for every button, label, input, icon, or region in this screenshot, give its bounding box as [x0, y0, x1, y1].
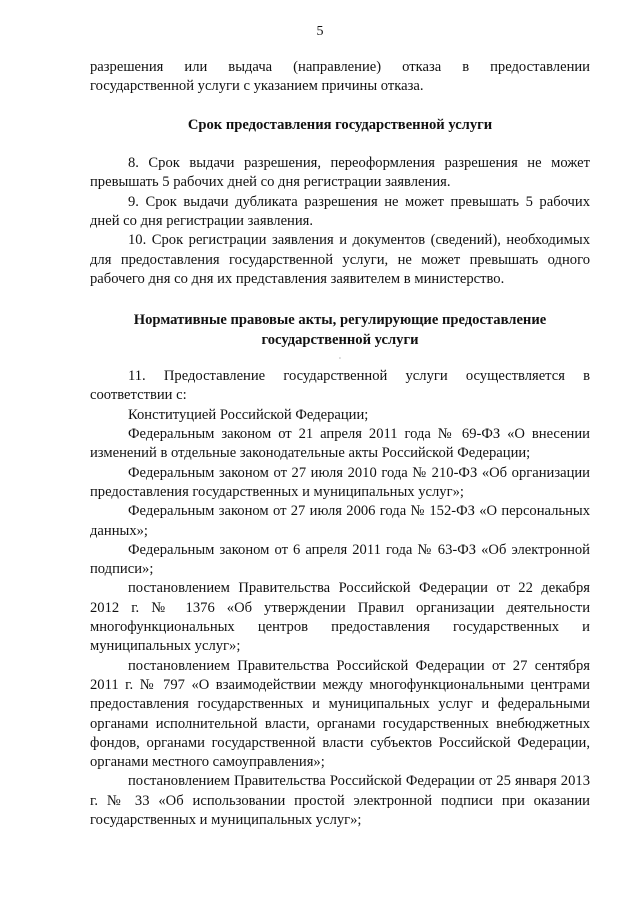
intro-line-2: государственной услуги с указанием причины отказа.: [90, 78, 424, 95]
document-body: [90, 58, 590, 830]
paragraph-9: 9. Срок выдачи дубликата разрешения не может превышать 5 рабочих дней со дня регистрации заявления.: [90, 193, 590, 229]
section-title-term: Срок предоставления государственной услуги: [187, 116, 493, 133]
legal-act-item: Федеральным законом от 27 июля 2006 года № 152-ФЗ «О персональных данных»;: [90, 503, 590, 539]
paragraph-10: 10. Срок регистрации заявления и документов (сведений), необходимых для предоставления государственной услуги, не может превышать одного рабочего дня со дня их представления заявителем в министерство.: [90, 232, 590, 287]
legal-act-item: Федеральным законом от 21 апреля 2011 года № 69-ФЗ «О внесении изменений в отдельные законодательные акты Российской Федерации;: [90, 426, 590, 462]
legal-act-item: постановлением Правительства Российской Федерации от 27 сентября 2011 г. № 797 «О взаимодействии между многофункциональными центрами предоставления государственных и муниципальных услуг и федеральными органами исполнительной власти, органами государственных внебюджетных фондов, органами государственной власти субъектов Российской Федерации, органами местного самоуправления»;: [90, 657, 590, 771]
legal-act-item: Федеральным законом от 27 июля 2010 года № 210-ФЗ «Об организации предоставления государственных и муниципальных услуг»;: [90, 464, 590, 500]
section-title-legal-acts: [90, 311, 590, 350]
section-title-line-1: Нормативные правовые акты, регулирующие предоставление: [133, 312, 547, 329]
paragraph-11: 11. Предоставление государственной услуги осуществляется в соответствии с:: [90, 368, 590, 404]
section-title-line-2: государственной услуги: [261, 331, 419, 348]
legal-act-item: Федеральным законом от 6 апреля 2011 года № 63-ФЗ «Об электронной подписи»;: [90, 541, 590, 578]
paragraph-8: 8. Срок выдачи разрешения, переоформления разрешения не может превышать 5 рабочих дней со дня регистрации заявления.: [90, 155, 590, 191]
legal-act-item: Конституцией Российской Федерации;: [128, 406, 369, 423]
legal-act-item: постановлением Правительства Российской Федерации от 22 декабря 2012 г. № 1376 «Об утверждении Правил организации деятельности многофункциональных центров предоставления государственных и муниципальных услуг»;: [90, 580, 590, 655]
page-number: 5: [316, 24, 324, 39]
legal-act-item: постановлением Правительства Российской Федерации от 25 января 2013 г. № 33 «Об использовании простой электронной подписи при оказании государственных и муниципальных услуг»;: [90, 773, 590, 828]
scan-dot: ·: [338, 354, 342, 364]
intro-line-1: разрешения или выдача (направление) отказа в предоставлении: [90, 59, 590, 75]
